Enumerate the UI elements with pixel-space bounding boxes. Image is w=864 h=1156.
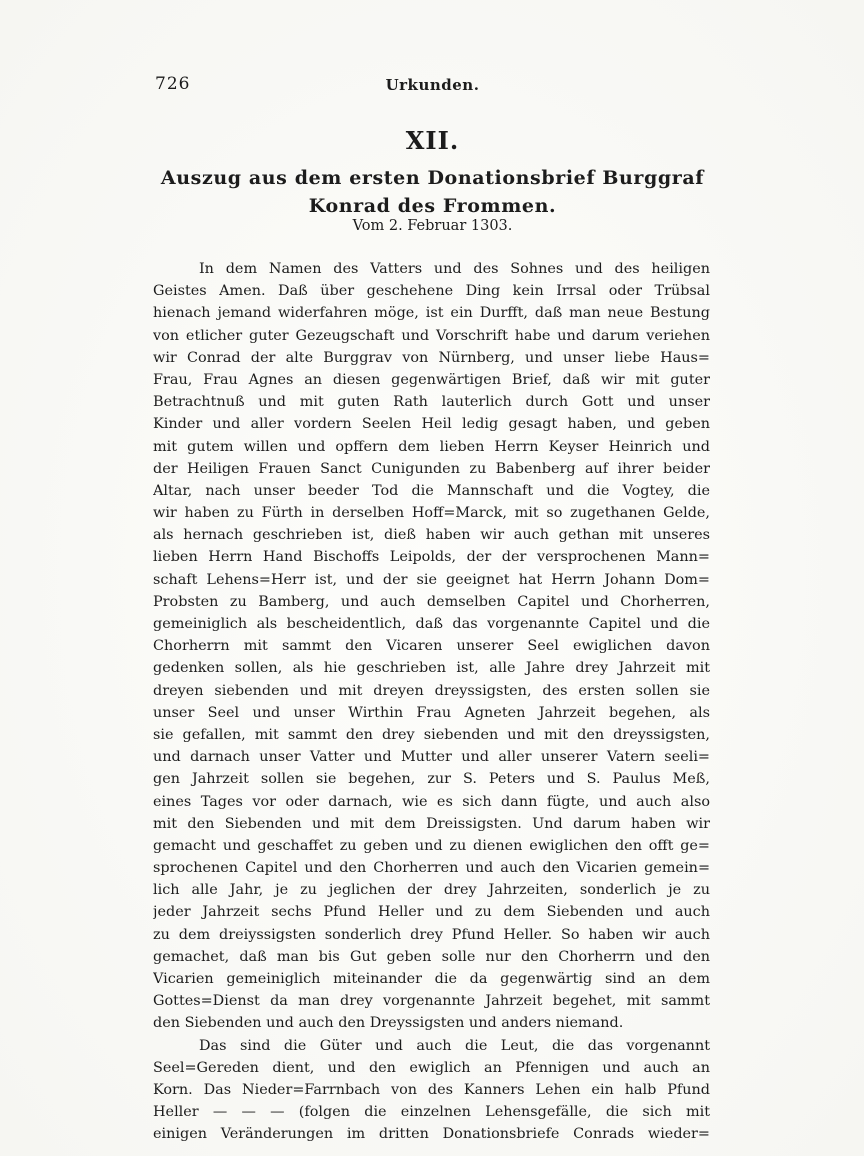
body-line: sie gefallen, mit sammt den drey siebenden und mit den dreyssigsten, — [153, 726, 710, 743]
page-header — [155, 74, 710, 98]
body-line: gen Jahrzeit sollen sie begehen, zur S. Peters und S. Paulus Meß, — [153, 771, 710, 788]
body-line: Geistes Amen. Daß über geschehene Ding kein Irrsal oder Trübsal — [153, 283, 710, 300]
body-line: Das sind die Güter und auch die Leut, die das vorgenannt — [199, 1037, 710, 1054]
body-line: unser Seel und unser Wirthin Frau Agneten Jahrzeit begehen, als — [153, 704, 710, 721]
document-title-line-1: Auszug aus dem ersten Donationsbrief Burggraf — [160, 167, 705, 189]
body-line: schaft Lehens=Herr ist, und der sie geeignet hat Herrn Johann Dom= — [153, 571, 710, 588]
body-line: sprochenen Capitel und den Chorherren und auch den Vicarien gemein= — [153, 860, 710, 877]
body-line: Korn. Das Nieder=Farrnbach von des Kanners Lehen ein halb Pfund — [153, 1081, 710, 1098]
page-number: 726 — [155, 74, 191, 94]
body-line: eines Tages vor oder darnach, wie es sich dann fügte, und auch also — [153, 793, 710, 810]
body-line: Heller — — — (folgen die einzelnen Lehensgefälle, die sich mit — [153, 1104, 710, 1121]
body-line: Altar, nach unser beeder Tod die Mannschaft und die Vogtey, die — [153, 482, 710, 499]
body-line: gemacht und geschaffet zu geben und zu dienen ewiglichen den offt ge= — [153, 837, 710, 854]
body-line: lich alle Jahr, je zu jeglichen der drey Jahrzeiten, sonderlich je zu — [153, 882, 710, 899]
body-line: In dem Namen des Vatters und des Sohnes und des heiligen — [199, 261, 710, 277]
body-line: Kinder und aller vordern Seelen Heil ledig gesagt haben, und geben — [153, 416, 710, 433]
body-line: der Heiligen Frauen Sanct Cunigunden zu Babenberg auf ihrer beider — [153, 460, 710, 477]
body-line: lieben Herrn Hand Bischoffs Leipolds, der der versprochenen Mann= — [153, 549, 710, 566]
body-line: gemachet, daß man bis Gut geben solle nur den Chorherrn und den — [153, 948, 710, 965]
body-line: Gottes=Dienst da man drey vorgenannte Jahrzeit begehet, mit sammt — [153, 993, 710, 1010]
body-line: einigen Veränderungen im dritten Donationsbriefe Conrads wieder= — [153, 1126, 710, 1143]
body-line: wir Conrad der alte Burggrav von Nürnberg, und unser liebe Haus= — [153, 349, 710, 366]
body-line: Betrachtnuß und mit guten Rath lauterlich durch Gott und unser — [153, 394, 710, 411]
body-line: mit den Siebenden und mit dem Dreissigsten. Und darum haben wir — [153, 815, 710, 832]
document-body — [153, 258, 710, 1146]
body-line: Vicarien gemeiniglich miteinander die da gegenwärtig sind an dem — [153, 971, 710, 987]
body-line: Seel=Gereden dient, und den ewiglich an Pfennigen und auch an — [153, 1059, 710, 1076]
body-line: gedenken sollen, als hie geschrieben ist, alle Jahre drey Jahrzeit mit — [153, 660, 710, 677]
body-line: den Siebenden und auch den Dreyssigsten und anders niemand. — [153, 1015, 624, 1032]
running-title: Urkunden. — [385, 76, 480, 94]
body-line: dreyen siebenden und mit dreyen dreyssigsten, des ersten sollen sie — [153, 682, 710, 699]
body-line: Probsten zu Bamberg, und auch demselben Capitel und Chorherren, — [153, 593, 710, 610]
body-line: wir haben zu Fürth in derselben Hoff=Marck, mit so zugethanen Gelde, — [153, 505, 710, 522]
body-line: jeder Jahrzeit sechs Pfund Heller und zu dem Siebenden und auch — [153, 904, 710, 921]
body-line: mit gutem willen und opffern dem lieben Herrn Keyser Heinrich und — [153, 438, 710, 455]
body-line: hienach jemand widerfahren möge, ist ein Durfft, daß man neue Bestung — [153, 305, 710, 322]
document-title-line-2: Konrad des Frommen. — [308, 195, 557, 217]
body-line: zu dem dreiyssigsten sonderlich drey Pfund Heller. So haben wir auch — [153, 926, 710, 943]
body-line: gemeiniglich als bescheidentlich, daß das vorgenannte Capitel und die — [153, 616, 710, 632]
body-line: Chorherrn mit sammt den Vicaren unserer Seel ewiglichen davon — [153, 638, 710, 655]
document-title — [155, 164, 710, 220]
document-number: XII. — [405, 126, 460, 155]
body-line: und darnach unser Vatter und Mutter und aller unserer Vatern seeli= — [153, 749, 710, 766]
body-line: von etlicher guter Gezeugschaft und Vorschrift habe und darum veriehen — [153, 327, 710, 344]
body-line: als hernach geschrieben ist, dieß haben wir auch gethan mit unseres — [153, 527, 710, 544]
document-date: Vom 2. Februar 1303. — [352, 218, 513, 234]
body-line: Frau, Frau Agnes an diesen gegenwärtigen Brief, daß wir mit guter — [153, 371, 710, 388]
